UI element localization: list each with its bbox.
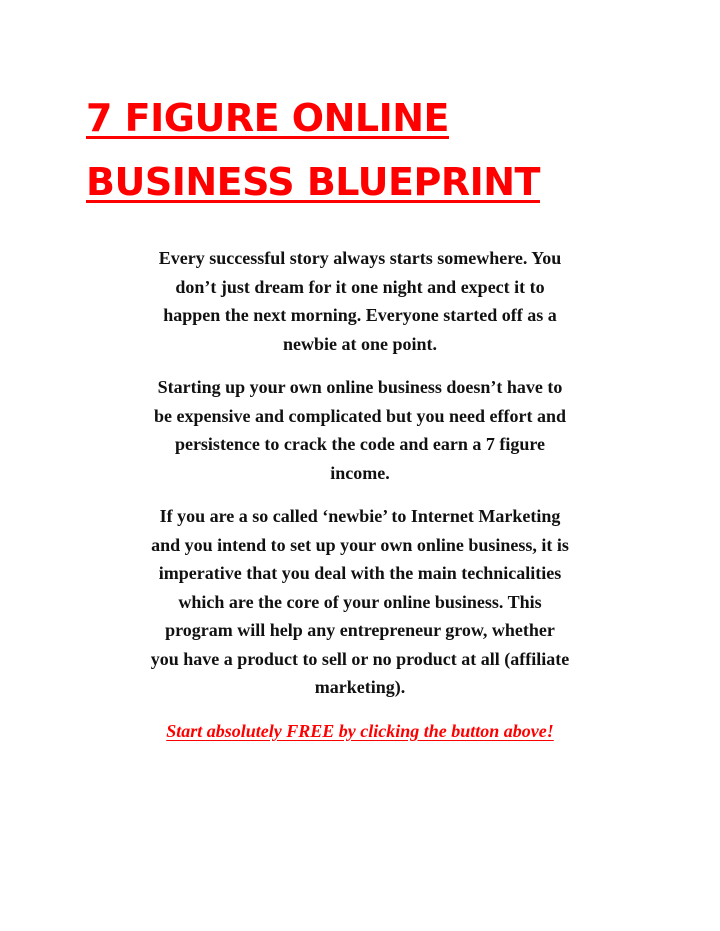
paragraph-startup: Starting up your own online business doesn’t have to be expensive and complicated but you need effort and persistence to crack the code and earn a 7 figure income. [153, 377, 566, 483]
paragraph-intro: Every successful story always starts somewhere. You don’t just dream for it one night and expect it to happen the next morning. Everyone started off as a newbie at one point. [158, 248, 562, 354]
paragraph-newbie: If you are a so called ‘newbie’ to Internet Marketing and you intend to set up your own online business, it is imperative that you deal with the main technicalities which are the core of your online business. This program will help any entrepreneur grow, whether you have a product to sell or no product at all (affiliate marketing). [150, 506, 570, 697]
page-title [86, 86, 686, 214]
title-line-1 [86, 86, 686, 150]
body-text [150, 244, 570, 760]
title-line-2-text: BUSINESS BLUEPRINT [86, 160, 540, 204]
title-line-2 [86, 150, 686, 214]
title-line-1-text: 7 FIGURE ONLINE [86, 96, 449, 140]
cta-paragraph [150, 717, 570, 746]
cta-link[interactable]: Start absolutely FREE by clicking the button above! [166, 720, 554, 741]
